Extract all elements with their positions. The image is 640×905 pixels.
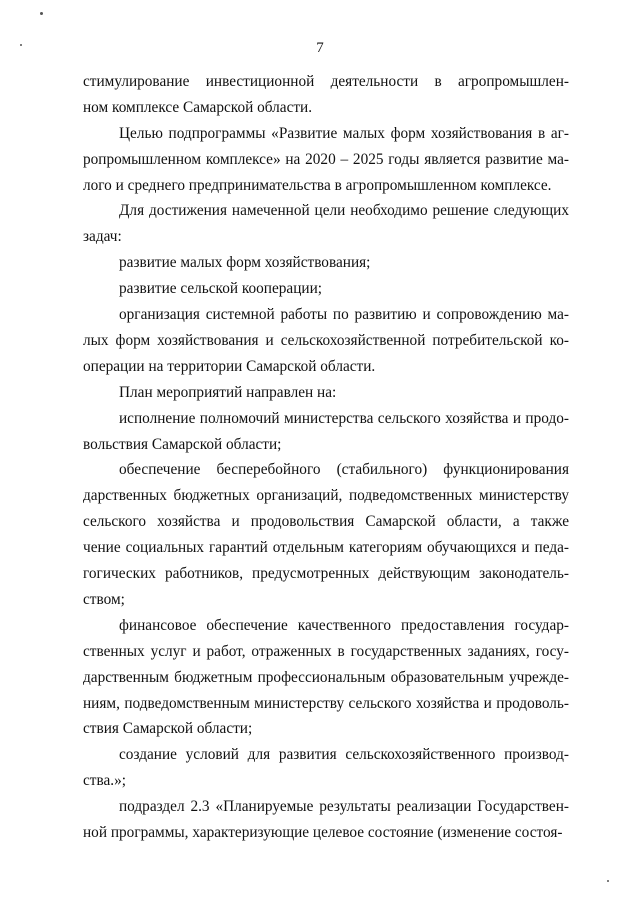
text-line: задач: bbox=[83, 228, 122, 246]
text-line: дарственным бюджетным профессиональным образовательным учрежде- bbox=[83, 668, 569, 686]
text-line: ниям, подведомственным министерству сельского хозяйства и продоволь- bbox=[83, 694, 569, 712]
text-line: вольствия Самарской области; bbox=[83, 435, 282, 453]
text-line: ной программы, характеризующие целевое состояние (изменение состоя- bbox=[83, 824, 563, 841]
text-line: сельского хозяйства и продовольствия Самарской области, а также bbox=[83, 513, 569, 531]
text-line: развитие сельской кооперации; bbox=[119, 280, 323, 298]
document-body bbox=[83, 69, 569, 846]
text-line: обеспечение бесперебойного (стабильного) функционирования bbox=[119, 461, 569, 479]
text-line: лых форм хозяйствования и сельскохозяйственной потребительской ко- bbox=[83, 331, 569, 349]
text-line: организация системной работы по развитию и сопровождению ма- bbox=[119, 306, 569, 324]
text-line: ства.»; bbox=[83, 772, 127, 790]
text-line: создание условий для развития сельскохозяйственного производ- bbox=[119, 746, 569, 764]
text-line: ствия Самарской области; bbox=[83, 720, 253, 738]
text-line: Для достижения намеченной цели необходимо решение следующих bbox=[119, 202, 569, 220]
text-line: развитие малых форм хозяйствования; bbox=[119, 254, 371, 272]
text-line: ством; bbox=[83, 590, 125, 608]
text-line: стимулирование инвестиционной деятельности в агропромышлен- bbox=[83, 73, 569, 90]
text-line: лого и среднего предпринимательства в агропромышленном комплексе. bbox=[83, 176, 552, 194]
page-number: 7 bbox=[316, 40, 324, 56]
text-line: ропромышленном комплексе» на 2020 – 2025 годы является развитие ма- bbox=[83, 150, 569, 168]
scan-speck bbox=[607, 880, 609, 882]
scan-speck bbox=[20, 44, 22, 46]
text-line: подраздел 2.3 «Планируемые результаты реализации Государствен- bbox=[119, 798, 569, 816]
text-line: План мероприятий направлен на: bbox=[119, 383, 337, 401]
text-line: ственных услуг и работ, отраженных в государственных заданиях, госу- bbox=[83, 642, 569, 660]
text-line: гогических работников, предусмотренных действующим законодатель- bbox=[83, 565, 569, 583]
text-line: ном комплексе Самарской области. bbox=[83, 98, 313, 116]
text-line: Целью подпрограммы «Развитие малых форм хозяйствования в аг- bbox=[119, 124, 569, 142]
text-line: чение социальных гарантий отдельным категориям обучающихся и педа- bbox=[83, 539, 569, 557]
text-line: дарственных бюджетных организаций, подведомственных министерству bbox=[83, 487, 569, 505]
scan-speck bbox=[40, 12, 43, 15]
text-line: операции на территории Самарской области. bbox=[83, 357, 376, 375]
text-line: исполнение полномочий министерства сельского хозяйства и продо- bbox=[119, 409, 569, 427]
text-line: финансовое обеспечение качественного предоставления государ- bbox=[119, 616, 569, 634]
